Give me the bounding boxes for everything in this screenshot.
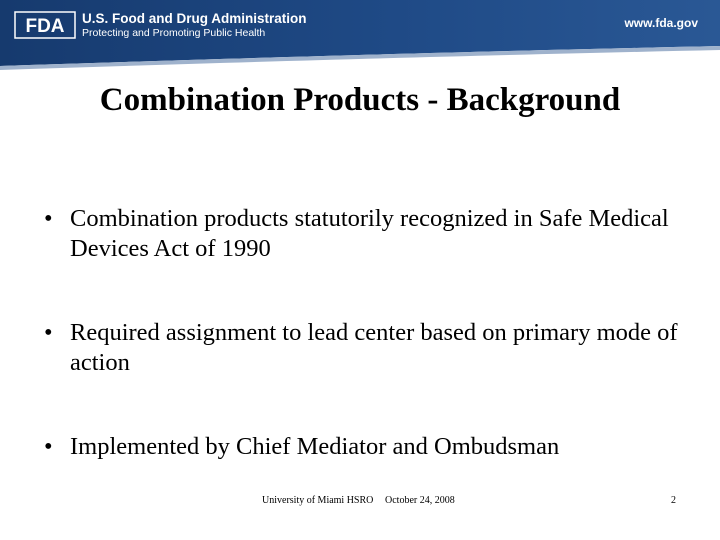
agency-name: U.S. Food and Drug Administration <box>82 11 307 26</box>
bullet-glyph: • <box>44 433 53 460</box>
list-item <box>44 318 684 378</box>
site-url[interactable]: www.fda.gov <box>624 16 698 30</box>
fda-logo <box>14 11 76 39</box>
footer-date: October 24, 2008 <box>385 495 455 506</box>
slide-title: Combination Products - Background <box>99 82 621 118</box>
agency-tagline: Protecting and Promoting Public Health <box>82 27 266 39</box>
list-item <box>44 432 684 462</box>
page-number: 2 <box>671 495 676 506</box>
bullet-text: Combination products statutorily recognized in Safe Medical Devices Act of 1990 <box>70 205 669 262</box>
bullet-glyph: • <box>44 319 53 346</box>
list-item <box>44 204 684 264</box>
fda-header-banner <box>0 0 720 78</box>
footer-organization: University of Miami HSRO <box>262 495 374 506</box>
fda-logo-icon <box>14 11 76 39</box>
bullet-text: Implemented by Chief Mediator and Ombudsman <box>70 433 560 460</box>
bullet-text: Required assignment to lead center based on primary mode of action <box>70 319 678 376</box>
logo-text: FDA <box>25 16 65 37</box>
bullet-glyph: • <box>44 205 53 232</box>
